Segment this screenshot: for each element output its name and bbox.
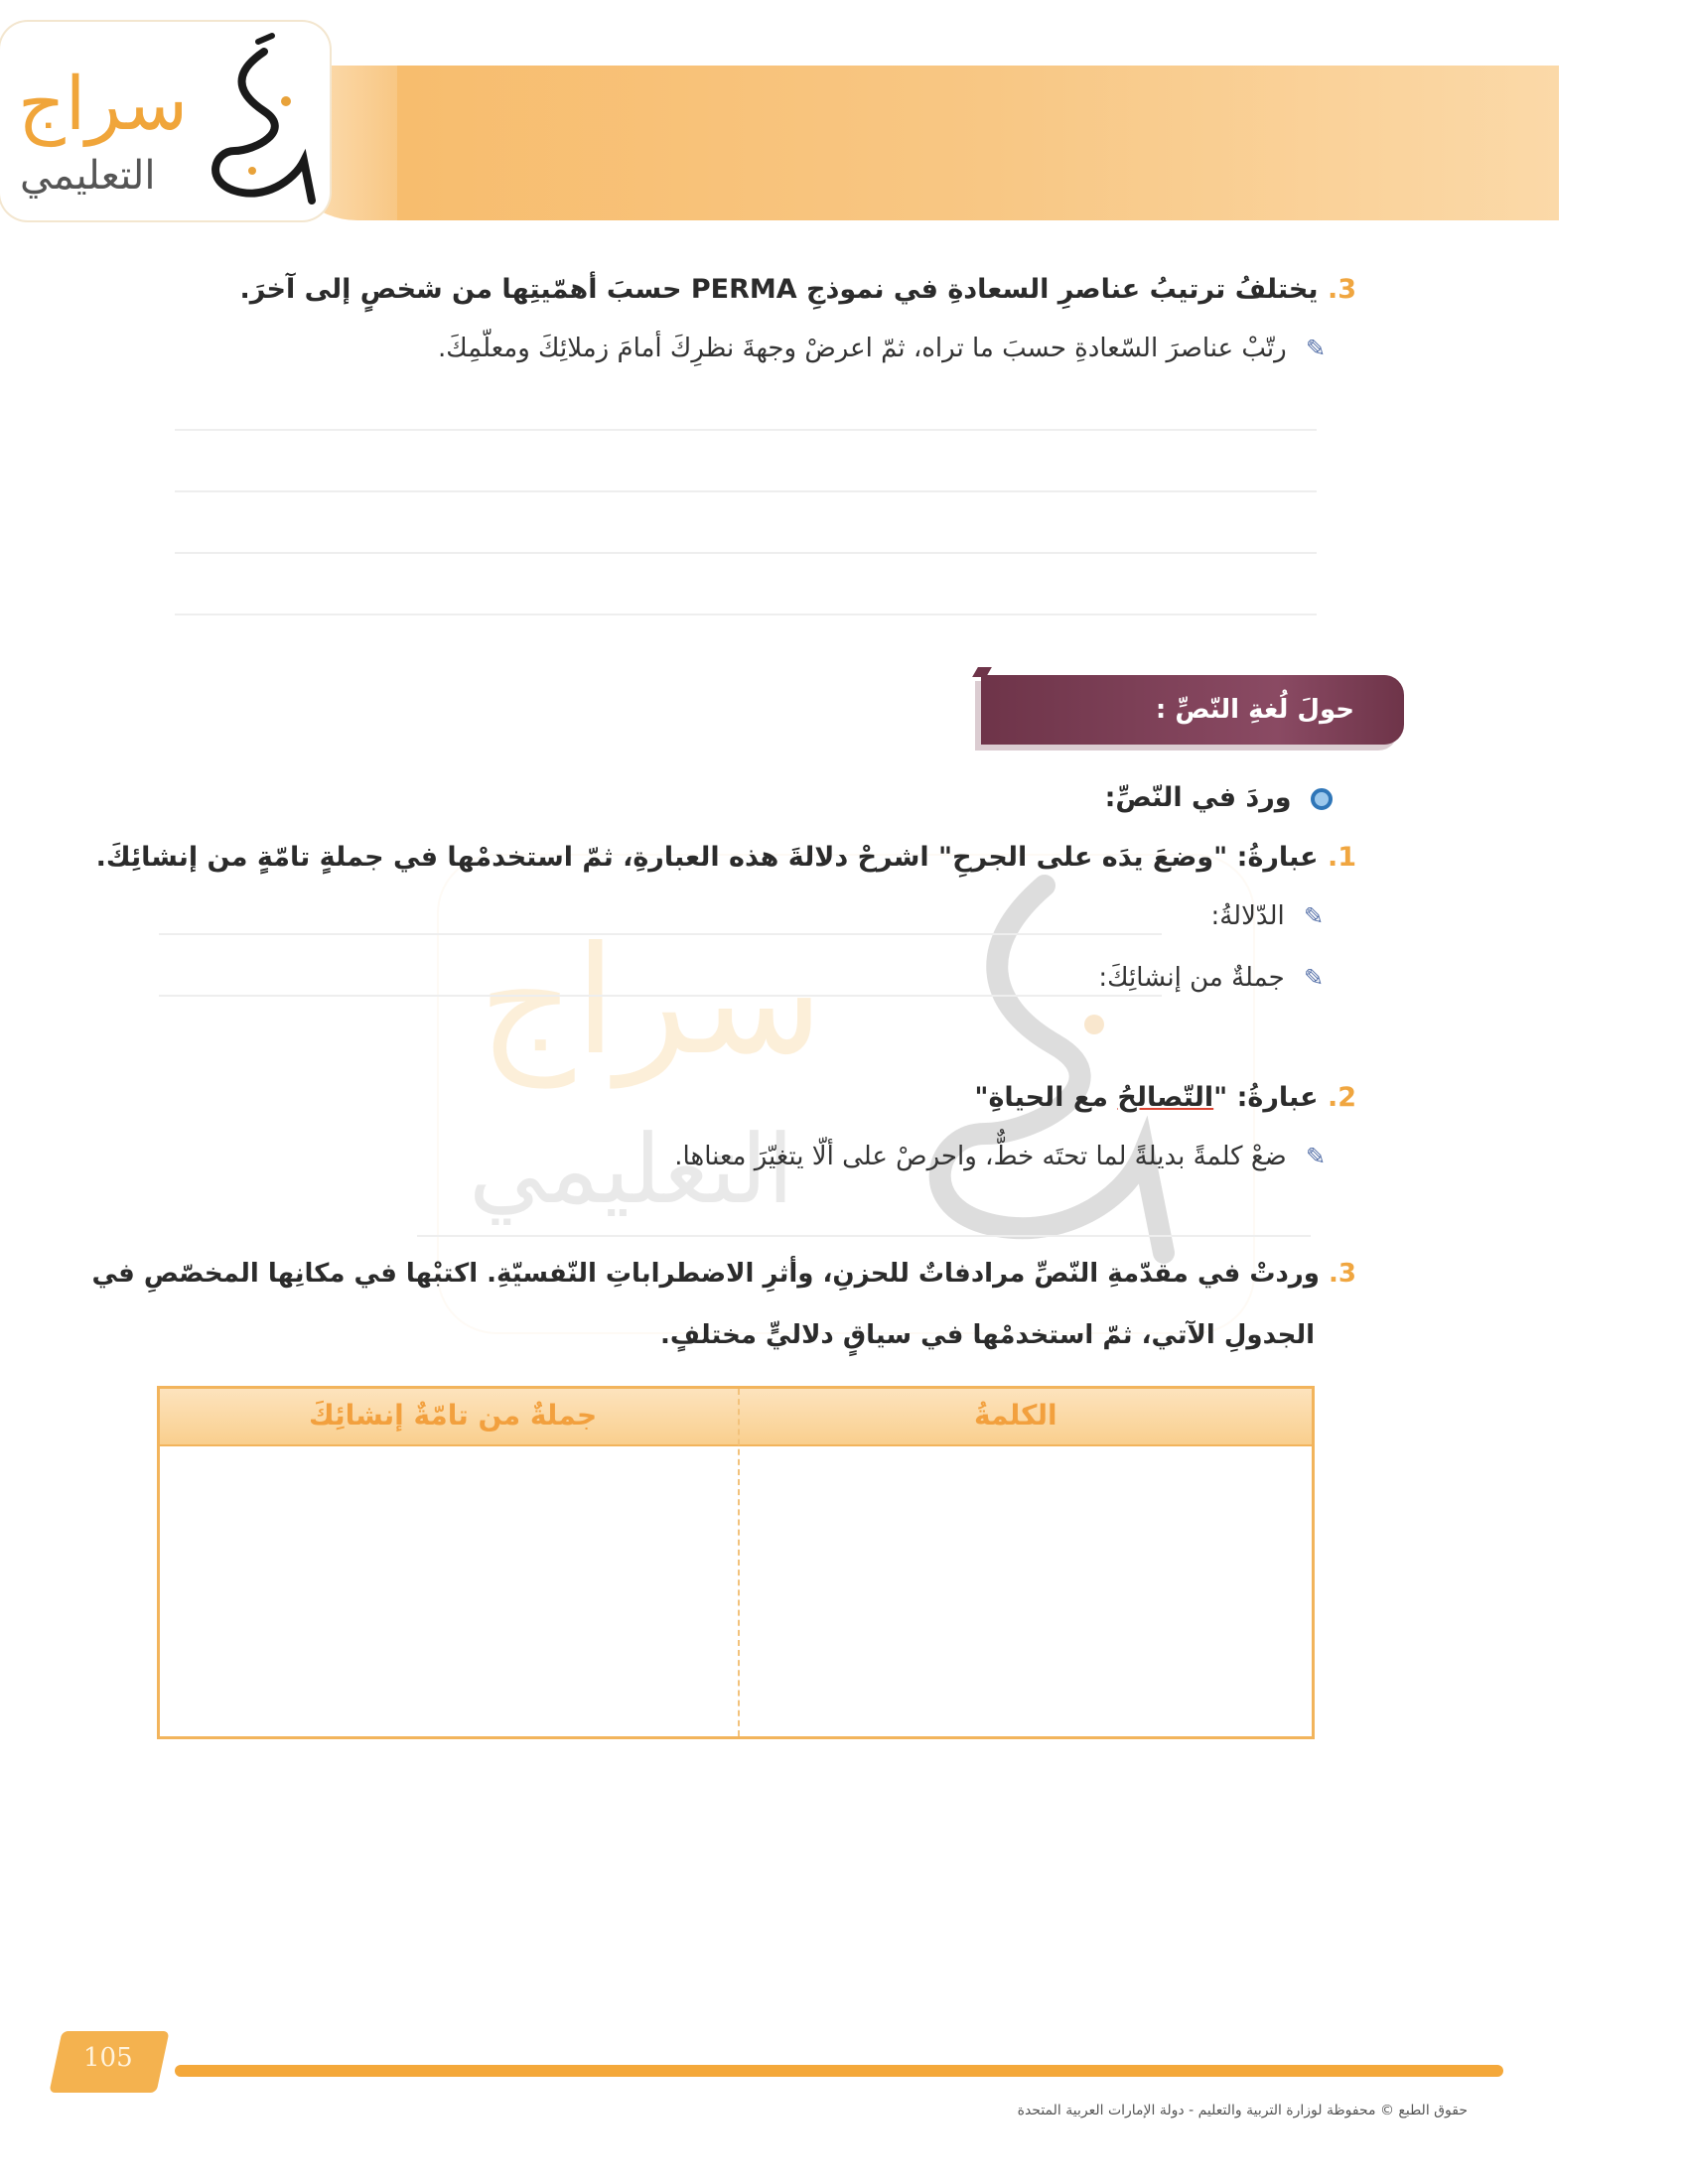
- bullet-icon: [1311, 788, 1333, 810]
- pencil-icon: ✎: [1305, 335, 1327, 362]
- underlined-word: التّصالحُ: [1117, 1082, 1214, 1113]
- column-header-word: الكلمةُ: [974, 1399, 1057, 1432]
- answer-line[interactable]: [417, 1235, 1311, 1237]
- sentence-row: [1098, 963, 1327, 993]
- watermark-word-educational: التعليمي: [469, 1114, 794, 1225]
- answer-line[interactable]: [175, 614, 1317, 615]
- question-prompt: عبارةُ: "وضعَ يدَه على الجرحِ" اشرحْ دلالةَ هذه العبارةِ، ثمّ استخدمْها في جملةٍ تامّةٍ من إنشائِكَ.: [95, 842, 1319, 873]
- question-number: 2.: [1327, 1082, 1356, 1113]
- pencil-icon: ✎: [1303, 902, 1325, 930]
- watermark-calligraphy-icon: [896, 856, 1194, 1293]
- question-number: 3.: [1329, 1259, 1356, 1289]
- copyright-notice: حقوق الطبع © محفوظة لوزارة التربية والتعليم - دولة الإمارات العربية المتحدة: [1017, 2103, 1468, 2118]
- sentence-cell[interactable]: [162, 1446, 736, 1736]
- meaning-row: [1210, 901, 1327, 931]
- publisher-logo: [0, 22, 330, 220]
- intro-text: وردَ في النّصِّ:: [1104, 782, 1292, 813]
- page-number: 105: [83, 2043, 133, 2073]
- question-number: 1.: [1327, 842, 1356, 873]
- perma-instruction: [438, 334, 1329, 363]
- question-prompt-prefix: عبارةُ: ": [1213, 1082, 1319, 1113]
- question-1: [96, 842, 1356, 873]
- answer-line[interactable]: [175, 490, 1317, 492]
- synonyms-table: [157, 1386, 1315, 1739]
- question-prompt: يختلفُ ترتيبُ عناصرِ السعادةِ في نموذجِ PERMA حسبَ أهمّيتِها من شخصٍ إلى آخرَ.: [239, 274, 1319, 305]
- question-3-perma: [240, 274, 1357, 305]
- sentence-answer-line[interactable]: [159, 995, 1162, 997]
- logo-word-siraj: سراج: [18, 62, 189, 147]
- logo-word-educational: التعليمي: [20, 153, 156, 199]
- question-2: [974, 1082, 1356, 1113]
- pencil-icon: ✎: [1305, 1143, 1327, 1170]
- word-cell[interactable]: [740, 1446, 1312, 1736]
- question-3-synonyms-line-2: [660, 1320, 1315, 1350]
- question-prompt-suffix: مع الحياةِ": [974, 1082, 1118, 1113]
- watermark-word-siraj: سراج: [479, 915, 823, 1088]
- table-header: [160, 1389, 1312, 1446]
- answer-line[interactable]: [175, 552, 1317, 554]
- column-header-sentence: جملةٌ من تامّةٌ إنشائِكَ: [309, 1399, 598, 1432]
- text-intro: [1105, 782, 1333, 813]
- instruction-text: رتّبْ عناصرَ السّعادةِ حسبَ ما تراه، ثمّ اعرضْ وجهةَ نظرِكَ أمامَ زملائِكَ ومعلّمِكَ.: [437, 334, 1287, 363]
- footer-rule: [175, 2065, 1503, 2077]
- section-banner: [981, 675, 1404, 745]
- question-prompt-line-2: الجدولِ الآتي، ثمّ استخدمْها في سياقٍ دلاليٍّ مختلفٍ.: [660, 1320, 1315, 1350]
- meaning-label: الدّلالةُ:: [1210, 901, 1285, 931]
- question-number: 3.: [1327, 274, 1356, 305]
- answer-line[interactable]: [175, 429, 1317, 431]
- meaning-answer-line[interactable]: [159, 933, 1162, 935]
- question-3-synonyms: [91, 1259, 1356, 1289]
- calligraphy-mark-icon: [195, 32, 324, 210]
- question-prompt-line-1: وردتْ في مقدّمةِ النّصِّ مرادفاتٌ للحزنِ، وأثرِ الاضطراباتِ النّفسيّةِ. اكتبْها في مكانِها المخصّصِ في: [91, 1259, 1320, 1289]
- header-band: [298, 66, 1559, 220]
- pencil-icon: ✎: [1303, 964, 1325, 992]
- instruction-text: ضعْ كلمةً بديلةً لما تحتَه خطٌّ، واحرصْ على ألّا يتغيّرَ معناها.: [674, 1142, 1287, 1171]
- section-title: حولَ لُغةِ النّصِّ :: [1155, 695, 1354, 725]
- sentence-label: جملةٌ من إنشائِكَ:: [1098, 963, 1285, 993]
- q2-instruction: [674, 1142, 1329, 1171]
